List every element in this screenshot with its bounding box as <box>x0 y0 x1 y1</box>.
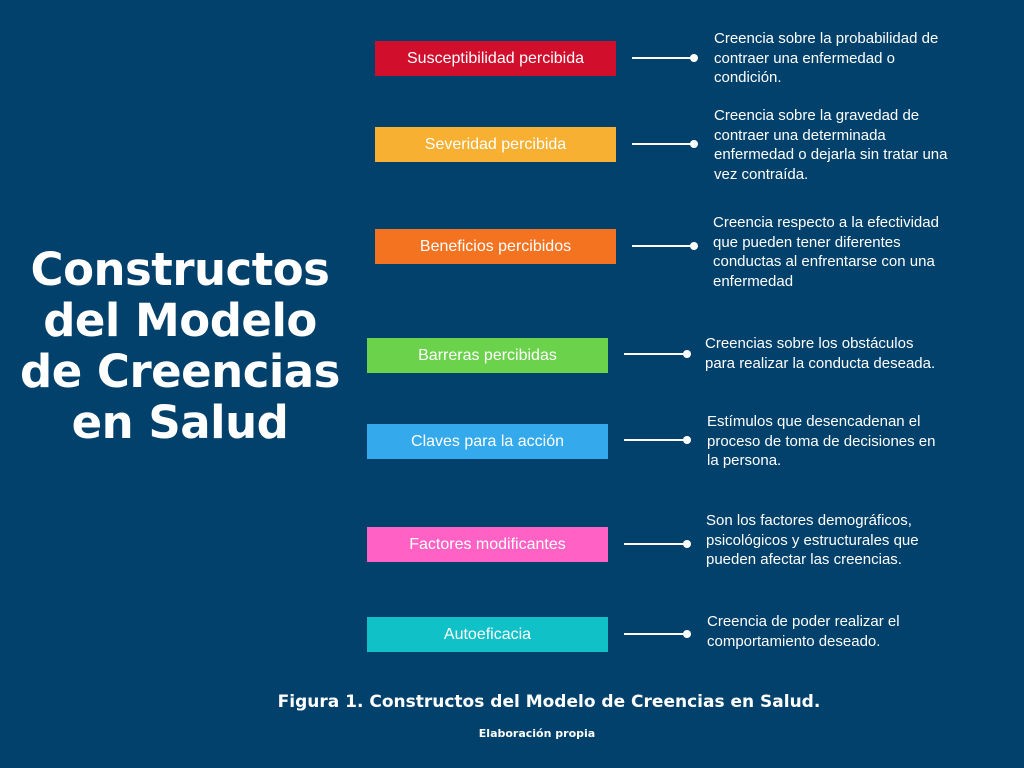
connector-line <box>624 439 686 441</box>
description-line: contraer una determinada <box>714 126 886 144</box>
construct-label: Autoeficacia <box>443 625 532 643</box>
description-line: Creencia sobre la probabilidad de <box>714 30 939 47</box>
construct-label: Factores modificantes <box>409 535 566 553</box>
title-line: Constructos <box>30 243 330 296</box>
description-line: la persona. <box>707 452 782 469</box>
construct-box-cues-to-action <box>367 424 608 459</box>
construct-box-susceptibility <box>375 41 616 76</box>
description-line: para realizar la conducta deseada. <box>705 354 936 372</box>
description-line: proceso de toma de decisiones en <box>707 432 936 450</box>
title-line: en Salud <box>71 396 289 449</box>
construct-label: Claves para la acción <box>411 432 564 450</box>
construct-description <box>713 213 939 291</box>
description-line: Creencia respecto a la efectividad <box>713 214 939 231</box>
figure-source: Elaboración propia <box>478 727 596 740</box>
construct-description <box>714 106 947 184</box>
construct-box-barriers <box>367 338 608 373</box>
connector-line <box>632 245 694 247</box>
construct-box-benefits <box>375 229 616 264</box>
construct-label: Susceptibilidad percibida <box>407 49 584 67</box>
description-line: condición. <box>714 69 782 86</box>
description-line: Creencia sobre la gravedad de <box>714 107 920 124</box>
construct-label: Severidad percibida <box>424 135 567 153</box>
connector-dot <box>683 630 691 638</box>
connector-line <box>632 57 694 59</box>
connector-line <box>632 143 694 145</box>
description-line: comportamiento deseado. <box>707 632 881 650</box>
description-line: Creencia de poder realizar el <box>707 613 900 630</box>
description-line: Son los factores demográficos, <box>706 512 912 529</box>
description-line: vez contraída. <box>714 165 809 183</box>
connector-dot <box>690 54 698 62</box>
description-line: pueden afectar las creencias. <box>706 551 902 568</box>
construct-description <box>707 412 935 471</box>
construct-description <box>707 612 900 651</box>
connector-dot <box>690 242 698 250</box>
description-line: contraer una enfermedad o <box>714 49 895 67</box>
construct-box-modifying-factors <box>367 527 608 562</box>
description-line: Creencias sobre los obstáculos <box>705 335 914 352</box>
connector-dot <box>690 140 698 148</box>
description-line: psicológicos y estructurales que <box>706 531 919 549</box>
construct-label: Beneficios percibidos <box>419 237 572 255</box>
description-line: conductas al enfrentarse con una <box>713 253 935 270</box>
construct-description <box>706 511 919 570</box>
title-line: de Creencias <box>20 345 340 398</box>
connector-dot <box>683 436 691 444</box>
construct-label: Barreras percibidas <box>418 346 557 364</box>
construct-description <box>714 29 938 88</box>
diagram-title <box>10 244 350 448</box>
connector-dot <box>683 350 691 358</box>
construct-box-severity <box>375 127 616 162</box>
description-line: que pueden tener diferentes <box>713 233 901 251</box>
description-line: Estímulos que desencadenan el <box>707 413 921 430</box>
title-line: del Modelo <box>43 294 317 347</box>
connector-line <box>624 353 686 355</box>
connector-line <box>624 543 686 545</box>
connector-dot <box>683 540 691 548</box>
construct-box-self-efficacy <box>367 617 608 652</box>
figure-caption: Figura 1. Constructos del Modelo de Creencias en Salud. <box>277 692 821 712</box>
description-line: enfermedad o dejarla sin tratar una <box>714 146 948 163</box>
description-line: enfermedad <box>713 272 794 290</box>
connector-line <box>624 633 686 635</box>
construct-description <box>705 334 935 373</box>
